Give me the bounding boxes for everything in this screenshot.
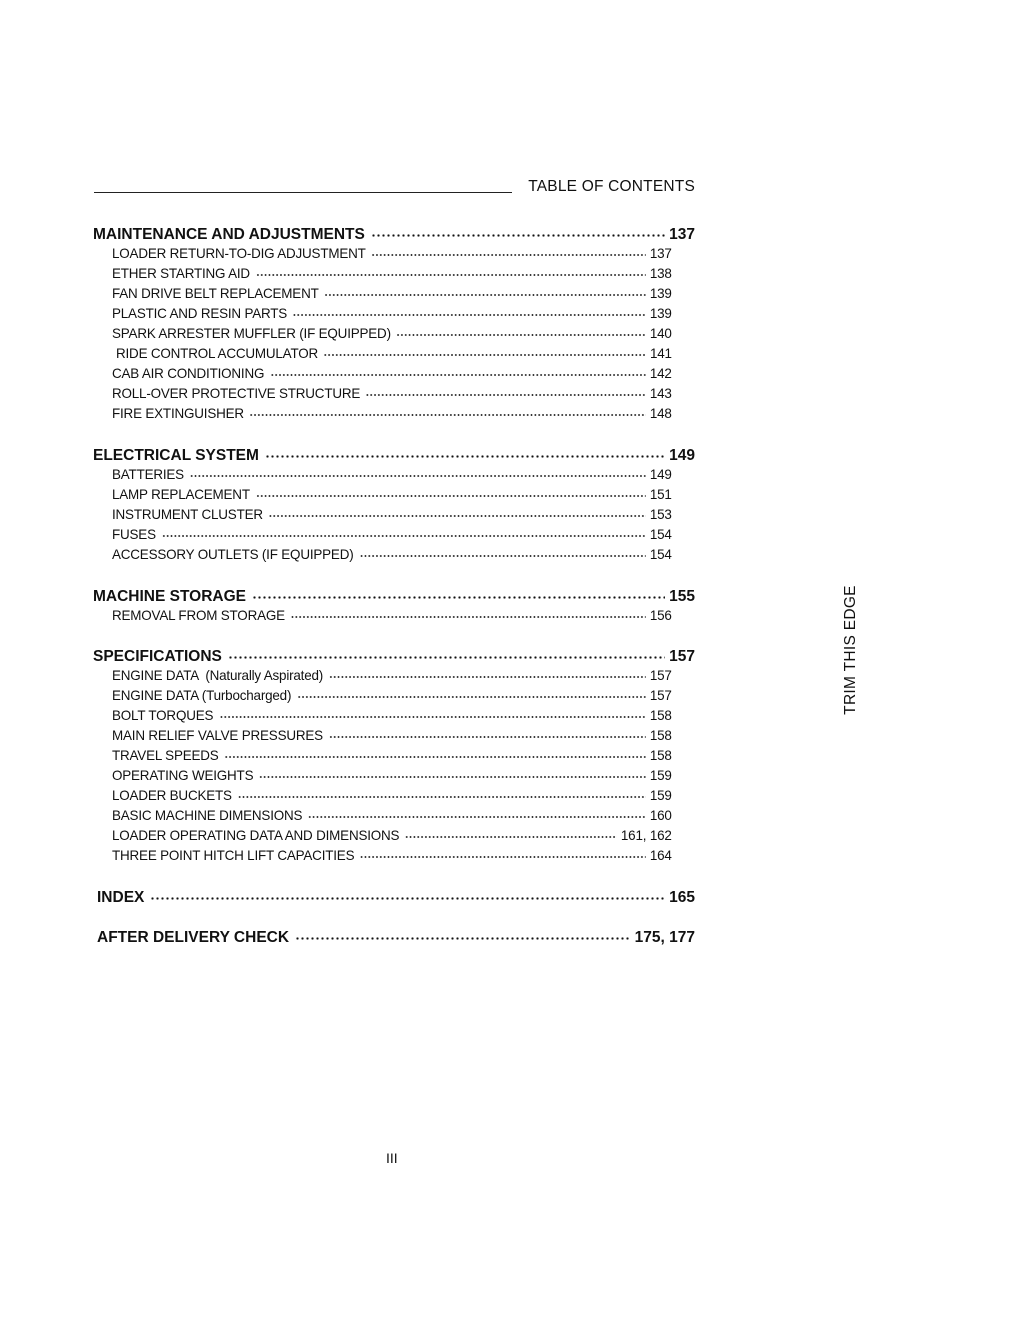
item-page: 139 [649, 285, 672, 301]
item-page: 154 [649, 526, 672, 542]
item-page: 160 [649, 807, 672, 823]
dot-leader [397, 324, 646, 337]
dot-leader [297, 686, 646, 699]
dot-leader [238, 786, 646, 799]
section-title: MAINTENANCE AND ADJUSTMENTS [93, 225, 365, 243]
section-page: 155 [669, 587, 695, 605]
item-label: MAIN RELIEF VALVE PRESSURES [112, 727, 323, 743]
item-page: 151 [649, 486, 672, 502]
toc-item[interactable] [112, 806, 672, 823]
item-label: OPERATING WEIGHTS [112, 767, 254, 783]
toc-item[interactable] [116, 344, 672, 361]
item-page: 143 [649, 385, 672, 401]
dot-leader [291, 606, 646, 619]
toc-section-index[interactable] [97, 886, 695, 907]
item-page: 157 [649, 687, 672, 703]
toc-item[interactable] [112, 846, 672, 863]
item-page: 142 [649, 365, 672, 381]
item-page: 156 [649, 607, 672, 623]
section-title: MACHINE STORAGE [93, 587, 247, 605]
item-label: FAN DRIVE BELT REPLACEMENT [112, 285, 319, 301]
item-label: SPARK ARRESTER MUFFLER (IF EQUIPPED) [112, 325, 391, 341]
toc-item[interactable] [112, 465, 672, 482]
toc-item[interactable] [112, 666, 672, 683]
item-label: BASIC MACHINE DIMENSIONS [112, 807, 303, 823]
dot-leader [162, 525, 646, 538]
dot-leader [265, 444, 665, 459]
toc-item[interactable] [112, 244, 672, 261]
item-page: 138 [649, 265, 672, 281]
toc-item[interactable] [112, 505, 672, 522]
dot-leader [359, 545, 646, 558]
item-page: 164 [649, 847, 672, 863]
toc-item[interactable] [112, 746, 672, 763]
item-label: CAB AIR CONDITIONING [112, 365, 265, 381]
dot-leader [293, 304, 646, 317]
dot-leader [324, 284, 646, 297]
dot-leader [250, 404, 646, 417]
toc-item[interactable] [112, 545, 672, 562]
section-title: ELECTRICAL SYSTEM [93, 446, 259, 464]
dot-leader [228, 645, 665, 660]
dot-leader [190, 465, 646, 478]
toc-section-electrical[interactable] [93, 444, 695, 465]
item-label: ENGINE DATA (Turbocharged) [112, 687, 292, 703]
dot-leader [405, 826, 617, 839]
dot-leader [219, 706, 646, 719]
item-page: 159 [649, 767, 672, 783]
trim-edge-note: TRIM THIS EDGE [842, 585, 859, 715]
item-label: LOADER RETURN-TO-DIG ADJUSTMENT [112, 245, 366, 261]
toc-item[interactable] [112, 766, 672, 783]
item-page: 158 [649, 747, 672, 763]
item-page: 141 [649, 345, 672, 361]
toc-section-specifications[interactable] [93, 645, 695, 666]
toc-item[interactable] [112, 364, 672, 381]
section-title: INDEX [97, 888, 145, 906]
toc-item[interactable] [112, 706, 672, 723]
dot-leader [371, 244, 646, 257]
dot-leader [256, 485, 646, 498]
toc-item[interactable] [112, 826, 672, 843]
item-label: PLASTIC AND RESIN PARTS [112, 305, 288, 321]
toc-item[interactable] [112, 786, 672, 803]
item-label: LAMP REPLACEMENT [112, 486, 250, 502]
item-label: THREE POINT HITCH LIFT CAPACITIES [112, 847, 355, 863]
item-page: 149 [649, 466, 672, 482]
page-title: TABLE OF CONTENTS [528, 178, 695, 195]
item-page: 158 [649, 707, 672, 723]
item-label: REMOVAL FROM STORAGE [112, 607, 285, 623]
toc-item[interactable] [112, 384, 672, 401]
dot-leader [150, 886, 665, 901]
toc-section-storage[interactable] [93, 585, 695, 606]
toc-item[interactable] [112, 304, 672, 321]
item-page: 140 [649, 325, 672, 341]
section-page: 157 [669, 647, 695, 665]
item-label: FUSES [112, 526, 156, 542]
section-page: 149 [669, 446, 695, 464]
dot-leader [295, 926, 631, 941]
section-page: 175, 177 [634, 928, 695, 946]
dot-leader [224, 746, 646, 759]
page-number: III [386, 1150, 398, 1166]
item-page: 158 [649, 727, 672, 743]
item-label: ACCESSORY OUTLETS (IF EQUIPPED) [112, 546, 354, 562]
toc-item[interactable] [112, 606, 672, 623]
item-label: ETHER STARTING AID [112, 265, 250, 281]
item-page: 153 [649, 506, 672, 522]
toc-section-after-delivery[interactable] [97, 926, 695, 947]
toc-item[interactable] [112, 404, 672, 421]
dot-leader [366, 384, 646, 397]
dot-leader [329, 726, 646, 739]
item-label: ENGINE DATA (Naturally Aspirated) [112, 667, 324, 683]
dot-leader [360, 846, 646, 859]
item-label: FIRE EXTINGUISHER [112, 405, 244, 421]
toc-item[interactable] [112, 686, 672, 703]
dot-leader [324, 344, 646, 357]
dot-leader [270, 364, 646, 377]
toc-item[interactable] [112, 264, 672, 281]
item-label: LOADER BUCKETS [112, 787, 232, 803]
item-label: ROLL-OVER PROTECTIVE STRUCTURE [112, 385, 361, 401]
item-label: TRAVEL SPEEDS [112, 747, 219, 763]
section-page: 165 [669, 888, 695, 906]
item-page: 137 [649, 245, 672, 261]
item-page: 139 [649, 305, 672, 321]
item-page: 148 [649, 405, 672, 421]
item-label: LOADER OPERATING DATA AND DIMENSIONS [112, 827, 400, 843]
item-label: BOLT TORQUES [112, 707, 214, 723]
item-page: 161, 162 [620, 827, 672, 843]
toc-section-maintenance[interactable] [93, 223, 695, 244]
item-label: INSTRUMENT CLUSTER [112, 506, 263, 522]
section-page: 137 [669, 225, 695, 243]
dot-leader [269, 505, 646, 518]
item-label: BATTERIES [112, 466, 184, 482]
item-label: RIDE CONTROL ACCUMULATOR [116, 345, 319, 361]
dot-leader [259, 766, 646, 779]
dot-leader [329, 666, 646, 679]
item-page: 157 [649, 667, 672, 683]
toc-item[interactable] [112, 284, 672, 301]
dot-leader [308, 806, 646, 819]
item-page: 154 [649, 546, 672, 562]
section-title: AFTER DELIVERY CHECK [97, 928, 290, 946]
toc-item[interactable] [112, 726, 672, 743]
dot-leader [371, 223, 665, 238]
dot-leader [252, 585, 665, 600]
toc-item[interactable] [112, 324, 672, 341]
toc-item[interactable] [112, 485, 672, 502]
dot-leader [256, 264, 646, 277]
toc-item[interactable] [112, 525, 672, 542]
section-title: SPECIFICATIONS [93, 647, 222, 665]
item-page: 159 [649, 787, 672, 803]
